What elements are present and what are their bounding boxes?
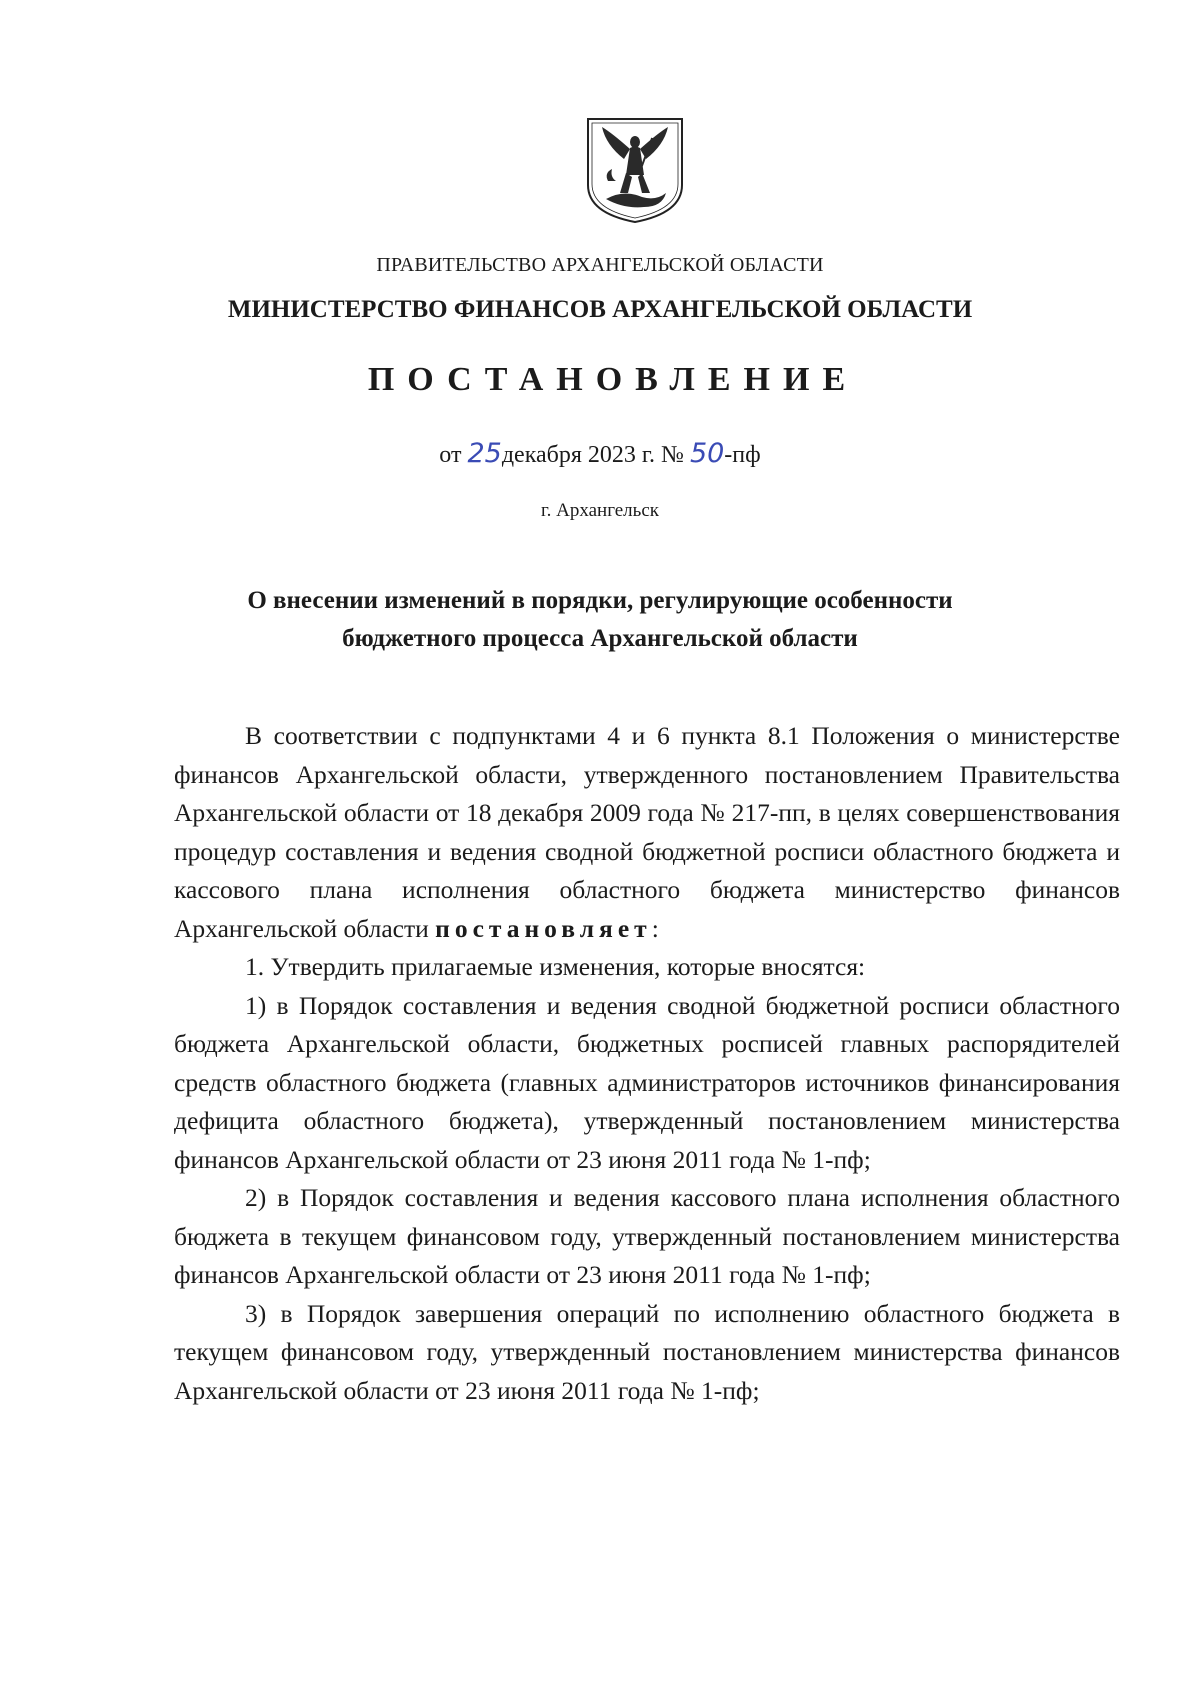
coat-of-arms-emblem [584,115,686,225]
handwritten-number: 50 [689,438,725,469]
resolves-colon: : [651,913,659,943]
subitem-3: 3) в Порядок завершения операций по исполнению областного бюджета в текущем финансовом году, утвержденный постановлением министерства финансов Архангельской области от 23 июня 2011 года № 1-пф; [174,1298,1120,1405]
government-name: ПРАВИТЕЛЬСТВО АРХАНГЕЛЬСКОЙ ОБЛАСТИ [376,254,824,276]
ministry-name: МИНИСТЕРСТВО ФИНАНСОВ АРХАНГЕЛЬСКОЙ ОБЛАСТИ [227,296,973,323]
subitem-2: 2) в Порядок составления и ведения кассового плана исполнения областного бюджета в текущем финансовом году, утвержденный постановлением министерства финансов Архангельской области от 23 июня 2011 года № 1-пф; [174,1183,1120,1289]
date-text: декабря 2023 г. № [501,442,684,468]
document-title-line-1: О внесении изменений в порядки, регулирующие особенности [247,587,953,614]
city-name: г. Архангельск [540,500,659,521]
document-type: ПОСТАНОВЛЕНИЕ [367,361,859,398]
date-prefix: от [439,442,462,468]
document-body [174,717,1120,1410]
number-suffix: -пф [724,442,761,468]
preamble-text: В соответствии с подпунктами 4 и 6 пункта 8.1 Положения о министерстве финансов Архангельской области, утвержденного постановлением Правительства Архангельской области от 18 декабря 2009 года № 217-пп, в целях совершенствования процедур составления и ведения сводной бюджетной росписи областного бюджета и кассового плана исполнения областного бюджета министерство финансов Архангельской области [174,721,1120,943]
document-date-number [0,438,1200,469]
subitem-1: 1) в Порядок составления и ведения сводной бюджетной росписи областного бюджета Архангельской области, бюджетных росписей главных распорядителей средств областного бюджета (главных администраторов источников финансирования дефицита областного бюджета), утвержденный постановлением министерства финансов Архангельской области от 23 июня 2011 года № 1-пф; [174,990,1120,1174]
document-title-line-2: бюджетного процесса Архангельской области [342,625,858,652]
preamble-paragraph [174,717,1120,948]
item-1: 1. Утвердить прилагаемые изменения, которые вносятся: [245,952,866,981]
handwritten-day: 25 [467,438,502,469]
resolves-word: постановляет [435,913,652,943]
